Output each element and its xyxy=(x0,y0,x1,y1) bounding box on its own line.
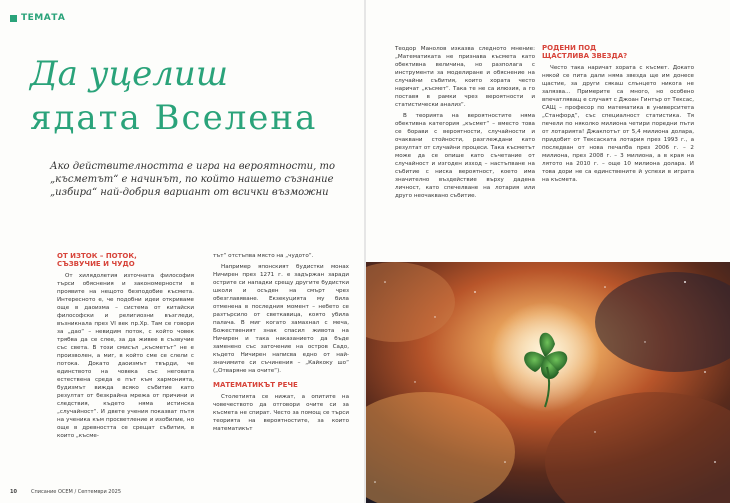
page-footer xyxy=(10,489,121,495)
paragraph: Често така наричат хората с късмет. Докато някой се пита дали няма звезда ще им донесе щастие, за други сякаш слънцето никога не залязва... Примерите са много, но особено впечатляващ е случаят с Джоан Гинтър от Тексас, САЩ – професор по математика в университета „Станфорд“, със специалност статистика. Тя печели по няколко милиона четири поредни пъти от лотарията! Джакпотът от 5,4 милиона долара, придобит от Тексаската лотария през 1993 г., а последван от нова печалба през 2006 г. – 2 милиона, през 2008 г. – 3 милиона, а в края на лятото на 2010 г. – още 10 милиона долара. И това дори не са единствените й успехи в играта на късмета. xyxy=(542,65,694,183)
section-square-icon xyxy=(10,15,17,22)
headline-line-1: Да уцелиш xyxy=(30,54,229,94)
subhead-star-line-2: ЩАСТЛИВА ЗВЕЗДА? xyxy=(542,52,628,60)
subhead-star-line-1: РОДЕНИ ПОД xyxy=(542,44,597,52)
page-number: 10 xyxy=(10,489,17,495)
article-headline xyxy=(30,52,360,140)
magazine-credit: Списание ОСЕМ / Септември 2025 xyxy=(30,489,122,495)
subhead-east-line-2: СЪЗВУЧИЕ И ЧУДО xyxy=(57,260,135,268)
paragraph: От хилядолетия източната философия търси обяснения и закономерности в проявите на нещото безподобие късмета. Интересното е, че подобни идеи откриваме още в даоизма – система от китайски философски и религиозни възгледи, възникнала през VI век пр.Хр. Там се говори за „дао“ – невидим поток, с който човек трябва да се слее, за да живее в съзвучие със света. В този смисъл „късметът“ не е произволен, а миг, в който сме се слели с потока. Докато даоизмът твърди, че единството на човека със неговата естествена среда е път към хармонията, будизмът вижда всяко събитие като резултат от безкрайна мрежа от причини и следствия, където няма истинска „случайност“. И двете учения показват пътя на ученика към просветление и изобилие, но още в древността се срещат събития, в които „късме- xyxy=(57,273,194,439)
text-column-1 xyxy=(57,252,194,443)
right-page xyxy=(366,0,730,503)
paragraph: Столетията се нижат, а опитите на човечеството да отговори очите си за късмета не спират. Често за помощ се търси теорията на вероятностите, за които математикът xyxy=(213,394,349,432)
text-column-2 xyxy=(213,252,349,436)
subhead-east-line-1: ОТ ИЗТОК – ПОТОК, xyxy=(57,252,137,260)
subhead-east xyxy=(57,252,194,268)
paragraph: В теорията на вероятностите няма обективна категория „късмет“ – вместо това се борави с вероятности, случайности и очаквани стойности, разглеждани като резултат от случайни процеси. Така късметът може да се опише като съчетание от случайност и изгоден изход – настъпване на събитие с ниска вероятност, което има значително въздействие върху дадена личност, като спечелване на лотария или друго неочаквано събитие. xyxy=(395,113,535,199)
paragraph: Теодор Манолов изказва следното мнение: „Математиката не признава късмета като обективна величина, но разполага с инструменти за моделиране и обяснение на случайни събития, които хората често наричат „късмет“. Така те не са илюзия, а го поставя в рамки чрез вероятности и статистически анализ“. xyxy=(395,46,535,108)
headline-line-2: ядата Вселена xyxy=(30,98,318,138)
section-label: ТЕМАТА xyxy=(21,13,66,23)
article-lede: Ако действителността е игра на вероятности, то „късметът“ е начинът, по който нашето съзнание „избира“ най-добрия вариант от всички възможни xyxy=(50,161,335,198)
section-tag xyxy=(10,13,65,23)
subhead-lucky-star xyxy=(542,44,694,60)
left-page xyxy=(0,0,364,503)
text-column-4 xyxy=(542,44,694,187)
nebula-clover-image xyxy=(366,262,730,503)
paragraph: Например японският будистки монах Ничирен през 1271 г. е задържан заради острите си нападки срещу другите будистки школи и осъден на смърт чрез обезглавяване. Екзекуцията му била отменена в последния момент – небето се разтърсило от светкавица, която убила палача. В миг когато замахнал с меча, Божественият знак спасил живота на Ничирен и така наказанието да бъде заменено със заточение на остров Садо, където Ничирен написва едно от най-значимите си съчинения – „Кайкоку шо“ („Отваряне на очите“). xyxy=(213,264,349,374)
text-column-3 xyxy=(395,45,535,203)
paragraph: тът“ отстъпва място на „чудото“. xyxy=(213,253,314,259)
subhead-math: МАТЕМАТИКЪТ РЕЧЕ xyxy=(213,381,298,389)
